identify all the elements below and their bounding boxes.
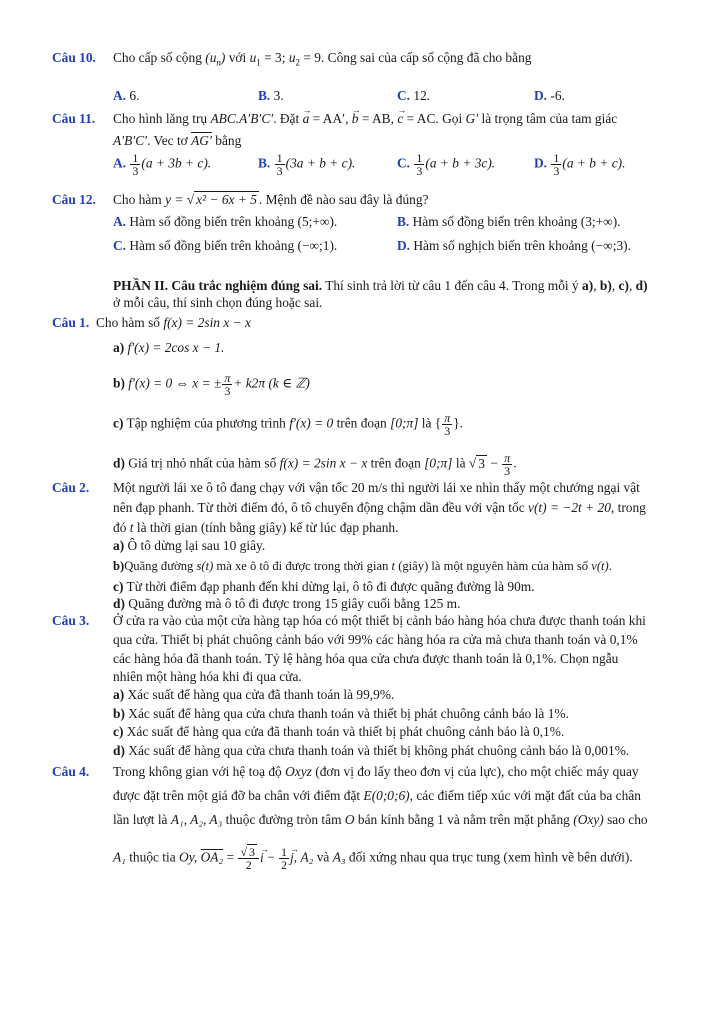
q11-stem-line1: Cho hình lăng trụ ABC.A′B′C′. Đặt → a = AA′, → b = AB, → c = AC. Gọi G′ là trọng tâm của tam giác bbox=[113, 111, 617, 127]
q10-option-b[interactable]: B. 3. bbox=[258, 88, 284, 103]
q11-option-d[interactable]: D. $\frac{1}{3}$ (a + b + c). bbox=[534, 151, 626, 178]
q12-option-b[interactable]: B. Hàm số đồng biến trên khoảng (3;+∞). bbox=[397, 214, 621, 229]
q12-stem: Cho hàm y = √ x² − 6x + 5 . Mệnh đề nào sau đây là đúng? bbox=[113, 192, 429, 207]
c3-d[interactable]: d) Xác suất để hàng qua cửa chưa thanh toán và thiết bị không phát chuông cảnh báo là 0,001%. bbox=[113, 743, 630, 758]
q10-label: Câu 10. bbox=[52, 50, 96, 65]
c3-b[interactable]: b) Xác suất để hàng qua cửa chưa thanh toán và thiết bị phát chuông cảnh báo là 1%. bbox=[113, 706, 569, 721]
q11-option-c[interactable]: C. $\frac{1}{3}$ (a + b + 3c). bbox=[397, 151, 496, 178]
c3-line4: nhiên một hàng hóa khi đi qua cửa. bbox=[113, 669, 302, 684]
q11-option-a[interactable]: A. $\frac{1}{3}$ (a + 3b + c). bbox=[113, 151, 212, 178]
c3-line1: Ở cửa ra vào của một cửa hàng tạp hóa có một thiết bị cảnh báo hàng hóa chưa được thanh toán khi bbox=[113, 613, 646, 628]
c3-line2: qua cửa. Thiết bị phát chuông cảnh báo với 99% các hàng hóa ra cửa mà chưa thanh toán và 0,1% bbox=[113, 632, 638, 647]
c4-line4: A₁ thuộc tia Oy, OA₂ = $\frac{√ 3}{2}$ → i − $\frac{1}{2}$ → j, A₂ và A₃ đối xứng nhau qua trục tung (xem hình vẽ bên dưới). bbox=[113, 846, 633, 871]
c2-line2: nên đạp phanh. Từ thời điểm đó, ô tô chuyển động chậm dần đều với vận tốc v(t) = −2t + 20, trong bbox=[113, 500, 646, 515]
c3-c[interactable]: c) Xác suất để hàng qua cửa đã thanh toán và thiết bị phát chuông cảnh báo là 0,1%. bbox=[113, 724, 565, 739]
q11-label: Câu 11. bbox=[52, 111, 96, 126]
c2-a[interactable]: a) Ô tô dừng lại sau 10 giây. bbox=[113, 538, 266, 553]
part2-intro: ở mỗi câu, thí sinh chọn đúng hoặc sai. bbox=[113, 295, 323, 310]
part2-heading: PHẦN II. Câu trắc nghiệm đúng sai. Thí sinh trả lời từ câu 1 đến câu 4. Trong mỗi ý a), b), c), d) bbox=[113, 278, 648, 293]
q12-option-c[interactable]: C. Hàm số đồng biến trên khoảng (−∞;1). bbox=[113, 238, 338, 253]
c2-line1: Một người lái xe ô tô đang chạy với vận tốc 20 m/s thì người lái xe nhìn thấy một chướng ngại vật bbox=[113, 480, 640, 495]
q11-option-b[interactable]: B. $\frac{1}{3}$ (3a + b + c). bbox=[258, 151, 356, 178]
c1-c[interactable]: c) Tập nghiệm của phương trình f′(x) = 0 trên đoạn [0;π] là { $\frac{\pi}{3}$ }. bbox=[113, 411, 464, 438]
c4-line1: Trong không gian với hệ toạ độ Oxyz (đơn vị đo lấy theo đơn vị của lực), cho một chiếc máy quay bbox=[113, 764, 639, 779]
q12-option-d[interactable]: D. Hàm số nghịch biến trên khoảng (−∞;3). bbox=[397, 238, 631, 253]
c2-line3: đó t là thời gian (tính bằng giây) kể từ lúc đạp phanh. bbox=[113, 520, 399, 535]
q10-option-d[interactable]: D. -6. bbox=[534, 88, 565, 103]
c1-stem: Cho hàm số f(x) = 2sin x − x bbox=[96, 315, 251, 330]
c2-d[interactable]: d) Quãng đường mà ô tô đi được trong 15 giây cuối bằng 125 m. bbox=[113, 596, 461, 611]
c2-c[interactable]: c) Từ thời điểm đạp phanh đến khi dừng lại, ô tô đi được quãng đường là 90m. bbox=[113, 579, 535, 594]
c3-line3: các hàng hóa đã thanh toán. Tỷ lệ hàng hóa qua cửa chưa được thanh toán là 0,1%. Chọn ngẫu bbox=[113, 651, 619, 666]
c4-line3: lần lượt là A₁, A₂, A₃ thuộc đường tròn tâm O bán kính bằng 1 và nằm trên mặt phẳng (Oxy) sao cho bbox=[113, 812, 648, 827]
c4-line2: được đặt trên một giá đỡ ba chân với điểm đặt E(0;0;6), các điểm tiếp xúc với mặt đất của ba chân bbox=[113, 788, 641, 803]
q11-stem-line2: A′B′C′. Vec tơ AG′ bằng bbox=[113, 133, 242, 148]
c2-b[interactable]: b)Quãng đường s(t) mà xe ô tô đi được trong thời gian t (giây) là một nguyên hàm của hàm số v(t). bbox=[113, 559, 612, 573]
q10-option-c[interactable]: C. 12. bbox=[397, 88, 431, 103]
c3-label: Câu 3. bbox=[52, 613, 90, 628]
c1-d[interactable]: d) Giá trị nhỏ nhất của hàm số f(x) = 2sin x − x trên đoạn [0;π] là √ 3 − $\frac{\pi}{3}$ . bbox=[113, 451, 517, 478]
c1-b[interactable]: b) f′(x) = 0 ⇔ x = ± $\frac{\pi}{3}$ + k2π (k ∈ ℤ) bbox=[113, 371, 310, 398]
c1-a[interactable]: a) f′(x) = 2cos x − 1. bbox=[113, 340, 225, 355]
q12-label: Câu 12. bbox=[52, 192, 96, 207]
c3-a[interactable]: a) Xác suất để hàng qua cửa đã thanh toán là 99,9%. bbox=[113, 687, 395, 702]
c4-label: Câu 4. bbox=[52, 764, 90, 779]
c2-label: Câu 2. bbox=[52, 480, 90, 495]
q10-stem: Cho cấp số cộng $(u_n)$ với $u_1 = 3$; $u_2 = 9$. Công sai của cấp số cộng đã cho bằng bbox=[113, 50, 532, 68]
q12-option-a[interactable]: A. Hàm số đồng biến trên khoảng (5;+∞). bbox=[113, 214, 338, 229]
c1-label: Câu 1. bbox=[52, 315, 90, 330]
q10-option-a[interactable]: A. 6. bbox=[113, 88, 140, 103]
